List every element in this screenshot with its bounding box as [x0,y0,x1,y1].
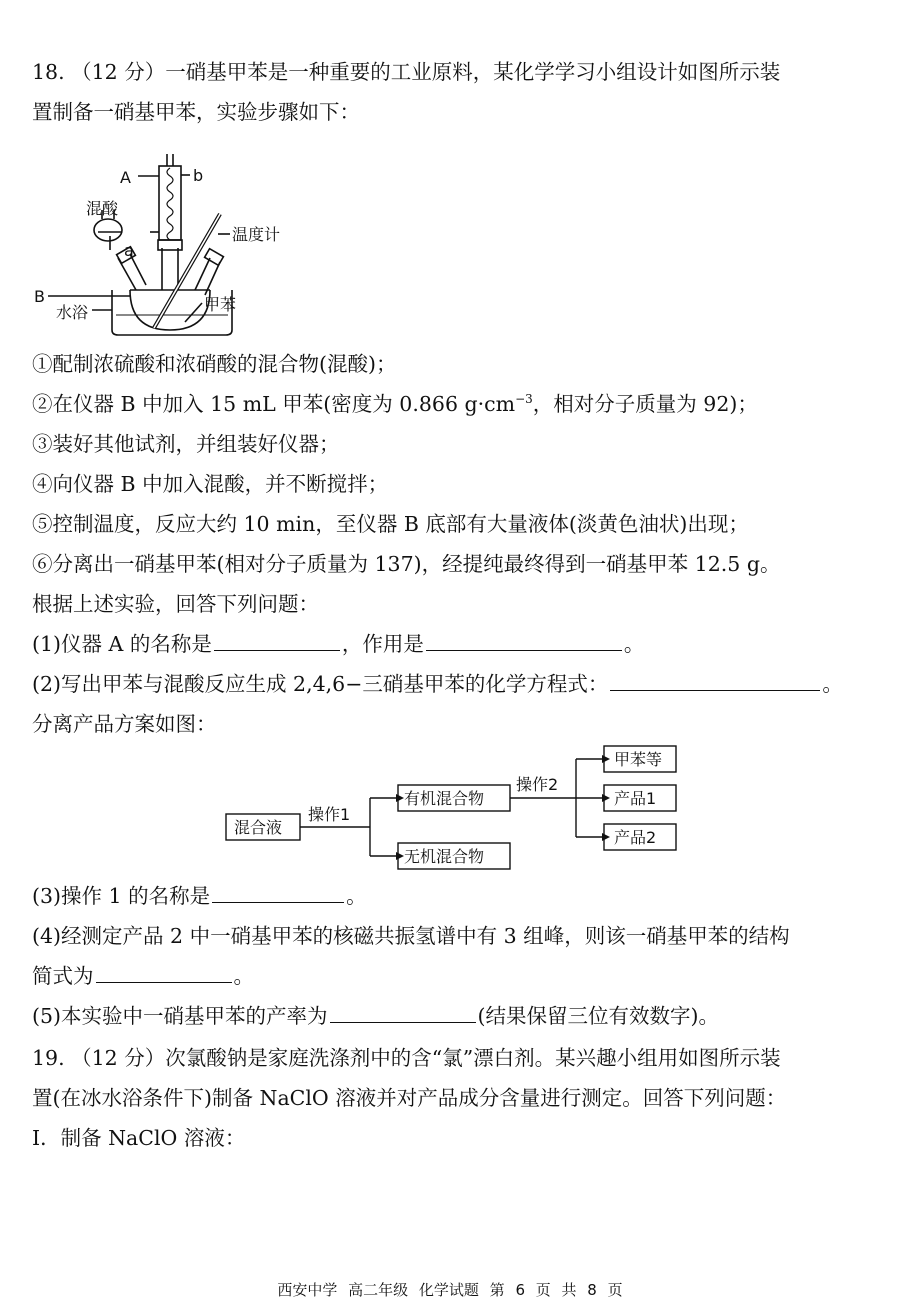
q18-step-4: ④向仪器 B 中加入混酸，并不断搅拌； [32,472,389,496]
flow-out1-label: 甲苯等 [614,750,663,769]
apparatus-diagram [30,140,310,345]
q18-sub-2: (2)写出甲苯与混酸反应生成 2,4,6−三硝基甲苯的化学方程式： 。 [32,672,843,696]
flow-out3-label: 产品2 [614,828,657,847]
flow-out2-label: 产品1 [614,789,657,808]
answer-blank-3[interactable] [212,882,344,903]
q18-step-5: ⑤控制温度，反应大约 10 min，至仪器 B 底部有大量液体(淡黄色油状)出现； [32,512,749,536]
q18-sub-1: (1)仪器 A 的名称是 ，作用是 。 [32,632,645,656]
label-a-lower: a [124,241,134,260]
label-b-lower: b [193,166,204,185]
label-a-upper: A [120,168,131,187]
q18-sub-4-line-1: (4)经测定产品 2 中一硝基甲苯的核磁共振氢谱中有 3 组峰，则该一硝基甲苯的结构 [32,924,790,948]
flow-op2-label: 操作2 [516,775,559,794]
page-footer: 西安中学 高二年级 化学试题 第 6 页 共 8 页 [277,1281,623,1299]
answer-blank-1b[interactable] [426,630,622,651]
flow-inorganic-label: 无机混合物 [404,847,485,866]
flow-organic-label: 有机混合物 [404,789,485,808]
q18-step-1: ①配制浓硫酸和浓硝酸的混合物(混酸)； [32,352,397,376]
separation-flowchart [224,742,684,872]
answer-blank-1a[interactable] [214,630,340,651]
label-water-bath: 水浴 [56,303,89,322]
q18-sub-5: (5)本实验中一硝基甲苯的产率为 (结果保留三位有效数字)。 [32,1004,720,1028]
q19-part-1-heading: I．制备 NaClO 溶液： [32,1126,246,1150]
q18-intro-line-2: 置制备一硝基甲苯，实验步骤如下： [32,100,360,124]
flow-start-label: 混合液 [234,818,283,837]
label-toluene: 甲苯 [204,295,237,314]
q18-sub-4-line-2: 简式为 。 [32,964,254,988]
flow-op1-label: 操作1 [308,805,351,824]
q19-intro-line-2: 置(在冰水浴条件下)制备 NaClO 溶液并对产品成分含量进行测定。回答下列问题： [32,1086,787,1110]
label-thermometer: 温度计 [232,225,281,244]
label-mixed-acid: 混酸 [86,199,119,218]
q18-step-3: ③装好其他试剂，并组装好仪器； [32,432,340,456]
answer-blank-4[interactable] [96,962,232,983]
q18-sub-3: (3)操作 1 的名称是 。 [32,884,367,908]
label-b-upper: B [34,287,45,306]
q19-intro-line-1: 19. （12 分）次氯酸钠是家庭洗涤剂中的含“氯”漂白剂。某兴趣小组用如图所示装 [32,1046,781,1070]
answer-blank-5[interactable] [330,1002,476,1023]
answer-blank-2[interactable] [610,670,820,691]
q18-scheme-intro: 分离产品方案如图： [32,712,217,736]
q18-answer-prompt: 根据上述实验，回答下列问题： [32,592,319,616]
q18-step-6: ⑥分离出一硝基甲苯(相对分子质量为 137)，经提纯最终得到一硝基甲苯 12.5 g。 [32,552,781,576]
q18-intro-line-1: 18. （12 分）一硝基甲苯是一种重要的工业原料，某化学学习小组设计如图所示装 [32,60,781,84]
q18-step-2: ②在仪器 B 中加入 15 mL 甲苯(密度为 0.866 $g\cdot cm^{-3}$，相对分子质量为 92)； [32,392,758,416]
